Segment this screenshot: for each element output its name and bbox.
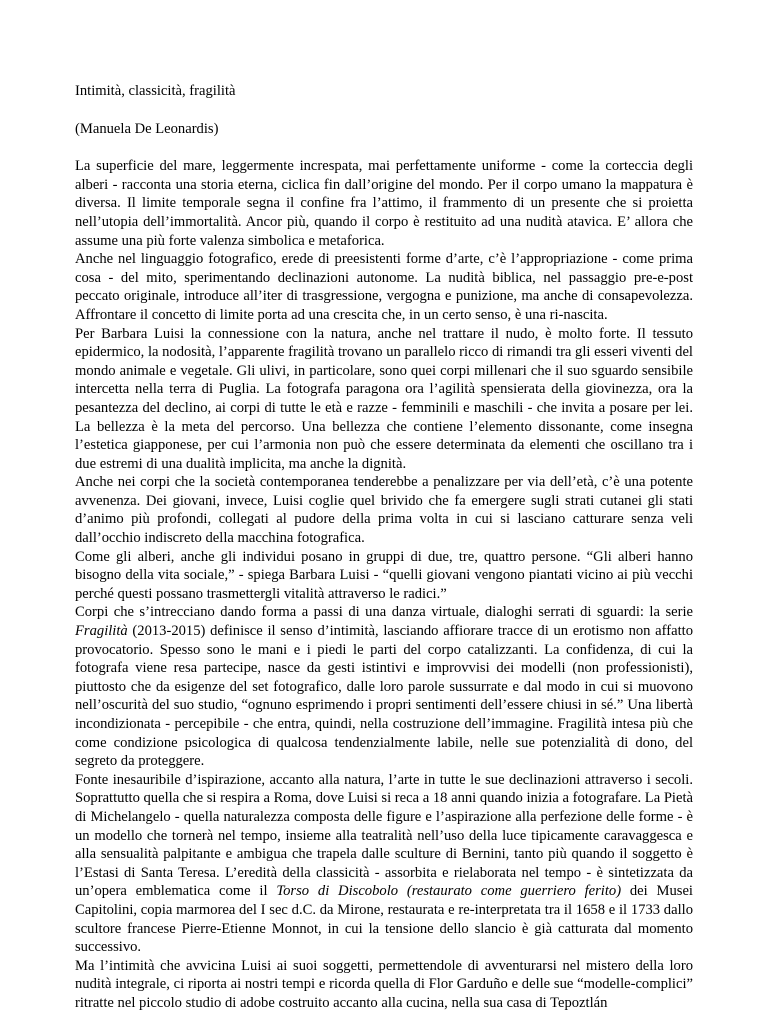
body-paragraph — [75, 325, 693, 474]
body-paragraph — [75, 548, 693, 604]
document-title: Intimità, classicità, fragilità — [75, 83, 236, 99]
paragraph-text: La superficie del mare, leggermente increspata, mai perfettamente uniforme - come la corteccia degli alberi - racconta una storia eterna, ciclica fin dall’origine del mondo. Per il corpo umano la mappatura è diversa. Il limite temporale segna il confine fra l’attimo, il frammento di un presente che si proietta nell’utopia dell’immortalità. Ancor più, quando il corpo è restituito ad una nudità atavica. E’ allora che assume una più forte valenza simbolica e metaforica. — [75, 158, 693, 249]
paragraph-text: Fonte inesauribile d’ispirazione, accanto alla natura, l’arte in tutte le sue declinazioni attraverso i secoli. Soprattutto quella che si respira a Roma, dove Luisi si reca a 18 anni quando inizia a fotografare. La Pietà di Michelangelo - quella naturalezza composta delle figure e l’aspirazione alla perfezione delle forme - è un modello che tornerà nel tempo, insieme alla teatralità nell’uso della luce tipicamente caravaggesca e alla sensualità palpitante e ambigua che trapela dalle sculture di Bernini, tanto più quando il soggetto è l’Estasi di Santa Teresa. L’eredità della classicità - assorbita e rielaborata nel tempo - è sintetizzata da un’opera emblematica come il — [75, 771, 693, 900]
paragraph-text: (2013-2015) definisce il senso d’intimità, lasciando affiorare tracce di un erotismo non affatto provocatorio. Spesso sono le mani e i piedi le parti del corpo catalizzanti. La confidenza, di cui la fotografa viene resa partecipe, nasce da gesti istintivi e improvvisi dei modelli (non professionisti), piuttosto che da esigenze del set fotografico, dalle loro parole sussurrate e dal modo in cui si muovono nell’oscurità del suo studio, “ognuno esprimendo i propri sentimenti dell’essere chiusi in sé.” Una libertà incondizionata - percepibile - che entra, quindi, nella costruzione dell’immagine. Fragilità intesa più che come condizione psicologica di qualcosa tendenzialmente labile, nelle sue potenzialità di dono, del segreto da proteggere. — [75, 623, 693, 770]
paragraph-text: Come gli alberi, anche gli individui posano in gruppi di due, tre, quattro persone. “Gli alberi hanno bisogno della vita sociale,” - spiega Barbara Luisi - “quelli giovani vengono piantati vicino ai più vecchi perché questi possano trasmettergli vitalità attraverso le radici.” — [75, 548, 693, 602]
body-paragraph — [75, 603, 693, 770]
body-paragraph — [75, 157, 693, 250]
body-paragraph — [75, 250, 693, 324]
paragraph-text: dei Musei Capitolini, copia marmorea del I sec d.C. da Mirone, restaurata e re-interpretata tra il 1658 e il 1733 dallo scultore francese Pierre-Etienne Monnot, in cui la tensione dello slancio è già catturata dal momento successivo. — [75, 883, 693, 956]
paragraph-text: Anche nel linguaggio fotografico, erede di preesistenti forme d’arte, c’è l’appropriazione - come prima cosa - del mito, sperimentando declinazioni autonome. La nudità biblica, nel passaggio pre-e-post peccato originale, introduce all’iter di trasgressione, vergogna e punizione, ma anche di consapevolezza. Affrontare il concetto di limite porta ad una crescita che, in un certo senso, è una ri-nascita. — [75, 251, 693, 323]
body-paragraph — [75, 473, 693, 547]
paragraph-text: Per Barbara Luisi la connessione con la natura, anche nel trattare il nudo, è molto forte. Il tessuto epidermico, la nodosità, l’apparente fragilità trovano un parallelo ricco di rimandi tra gli esseri viventi del mondo animale e vegetale. Gli ulivi, in particolare, sono quei corpi millenari che il suo sguardo sensibile intercetta nella terra di Puglia. La fotografa paragona ora l’agilità spensierata della giovinezza, ora la pesantezza del declino, ai corpi di tutte le età e razze - femminili e maschili - che invita a posare per lei. La bellezza è la meta del percorso. Una bellezza che contiene l’elemento dissonante, come insegna l’estetica giapponese, per cui l’armonia non può che essere determinata da elementi che oscillano tra i due estremi di una dualità implicita, ma anche la dignità. — [75, 325, 693, 472]
document-page — [75, 82, 693, 1013]
body-paragraph — [75, 957, 693, 1013]
document-author: (Manuela De Leonardis) — [75, 120, 219, 137]
paragraph-text: Corpi che s’intrecciano dando forma a passi di una danza virtuale, dialoghi serrati di sguardi: la serie — [75, 604, 693, 621]
document-body — [75, 157, 693, 1012]
body-paragraph — [75, 771, 693, 957]
paragraph-text: Anche nei corpi che la società contemporanea tenderebbe a penalizzare per via dell’età, c’è una potente avvenenza. Dei giovani, invece, Luisi coglie quel brivido che fa emergere sugli strati cutanei gli stati d’animo più profondi, collegati al pudore della prima volta in cui si lasciano catturare senza veli dall’occhio indiscreto della macchina fotografica. — [75, 474, 693, 547]
paragraph-text: Ma l’intimità che avvicina Luisi ai suoi soggetti, permettendole di avventurarsi nel mistero della loro nudità integrale, ci riporta ai nostri tempi e ricorda quella di Flor Garduño e delle sue “modelle-complici” ritratte nel piccolo studio di adobe costruito accanto alla cucina, nella sua casa di Tepoztlán — [75, 957, 693, 1011]
italic-title-text: Fragilità — [75, 623, 128, 640]
italic-title-text: Torso di Discobolo (restaurato come guerriero ferito) — [276, 883, 622, 900]
